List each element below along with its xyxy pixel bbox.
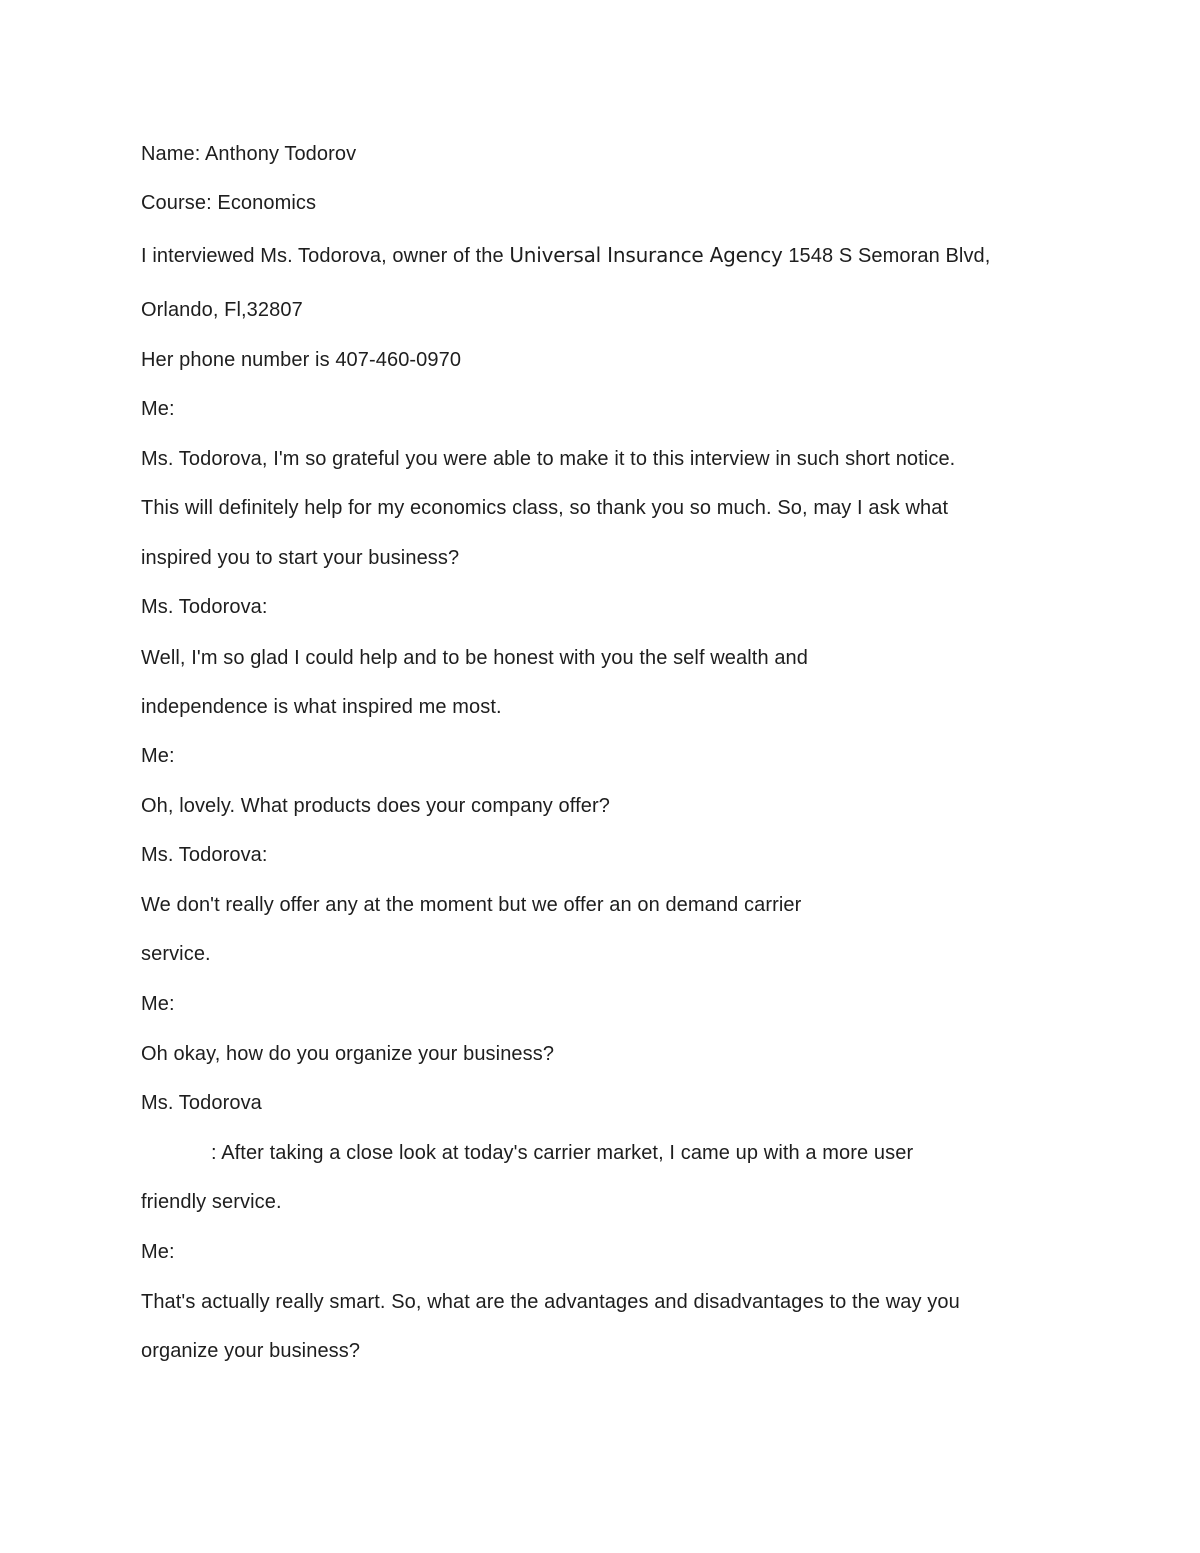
question-text: That's actually really smart. So, what are the advantages and disadvantages to the way you: [141, 1291, 960, 1313]
answer-text: We don't really offer any at the moment but we offer an on demand carrier: [141, 894, 802, 916]
intro-address-start: 1548 S Semoran Blvd,: [782, 245, 991, 267]
intro-text-start: I interviewed Ms. Todorova, owner of the: [141, 245, 510, 267]
address-line: Orlando, Fl,32807: [141, 299, 303, 321]
question-text: Ms. Todorova, I'm so grateful you were able to make it to this interview in such short notice.: [141, 448, 956, 470]
intro-line: [141, 243, 990, 268]
speaker-me: Me:: [141, 993, 175, 1015]
question-text: This will definitely help for my economics class, so thank you so much. So, may I ask what: [141, 497, 949, 519]
speaker-todorova: Ms. Todorova:: [141, 596, 268, 618]
speaker-me: Me:: [141, 745, 175, 767]
agency-name: Universal Insurance Agency: [509, 243, 783, 267]
phone-line: Her phone number is 407-460-0970: [141, 349, 462, 371]
question-text: inspired you to start your business?: [141, 547, 460, 569]
course-line: Course: Economics: [141, 192, 317, 214]
speaker-todorova: Ms. Todorova:: [141, 844, 268, 866]
answer-text: friendly service.: [141, 1191, 282, 1213]
answer-text: independence is what inspired me most.: [141, 696, 502, 718]
speaker-me: Me:: [141, 1241, 175, 1263]
speaker-me: Me:: [141, 398, 175, 420]
question-text: organize your business?: [141, 1340, 361, 1362]
question-text: Oh okay, how do you organize your business?: [141, 1043, 555, 1065]
speaker-todorova: Ms. Todorova: [141, 1092, 262, 1114]
answer-text: Well, I'm so glad I could help and to be honest with you the self wealth and: [141, 647, 809, 669]
answer-text: : After taking a close look at today's carrier market, I came up with a more user: [211, 1142, 914, 1164]
answer-text: service.: [141, 943, 211, 965]
student-name-line: Name: Anthony Todorov: [141, 143, 357, 165]
question-text: Oh, lovely. What products does your company offer?: [141, 795, 610, 817]
answer-line: [141, 1141, 913, 1165]
